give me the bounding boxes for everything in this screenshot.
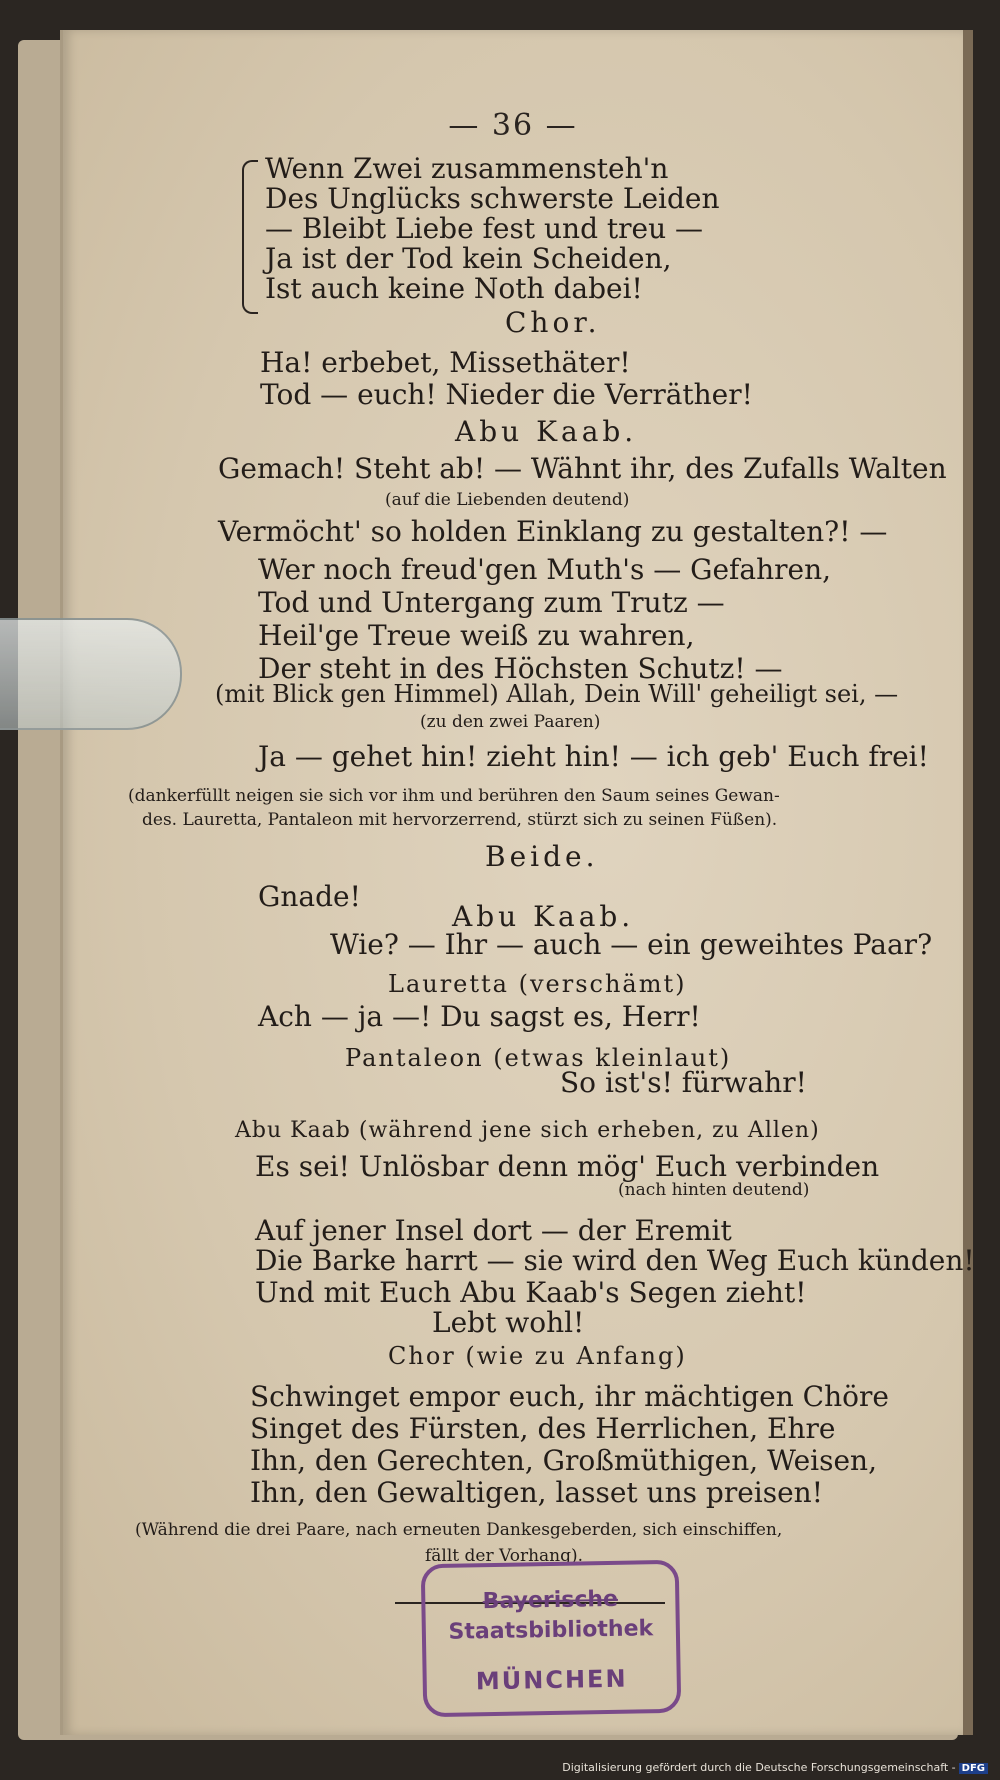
text-line: Auf jener Insel dort — der Eremit [255, 1214, 732, 1247]
text-line: Ihn, den Gewaltigen, lasset uns preisen! [250, 1476, 823, 1509]
digitization-footer [562, 1761, 988, 1774]
text-line: Des Unglücks schwerste Leiden [265, 182, 720, 215]
text-line: — Bleibt Liebe fest und treu — [265, 212, 704, 245]
text-line: Vermöcht' so holden Einklang zu gestalten?! — [218, 515, 888, 548]
speaker-heading: Abu Kaab. [455, 415, 638, 448]
speaker-heading: Abu Kaab (während jene sich erheben, zu Allen) [235, 1118, 820, 1143]
text-line: So ist's! fürwahr! [560, 1066, 807, 1099]
speaker-heading: Beide. [485, 840, 599, 873]
text-line: Tod — euch! Nieder die Verräther! [260, 378, 753, 411]
speaker-heading: Lauretta (verschämt) [388, 970, 687, 998]
text-line: Ist auch keine Noth dabei! [265, 272, 643, 305]
stamp-line-2: Staatsbibliothek [448, 1616, 654, 1645]
verse-bracket [242, 160, 258, 314]
text-line: Wer noch freud'gen Muth's — Gefahren, [258, 553, 832, 586]
text-line: Lebt wohl! [432, 1306, 585, 1339]
text-line: Ach — ja —! Du sagst es, Herr! [258, 1000, 701, 1033]
speaker-heading: Chor. [505, 306, 601, 339]
text-line: Ja ist der Tod kein Scheiden, [265, 242, 672, 275]
text-line: Schwinget empor euch, ihr mächtigen Chöre [250, 1380, 889, 1413]
library-stamp [421, 1560, 682, 1717]
dfg-logo: DFG [959, 1763, 988, 1774]
text-line: Es sei! Unlösbar denn mög' Euch verbinden [255, 1150, 880, 1183]
speaker-heading: Chor (wie zu Anfang) [388, 1342, 687, 1370]
text-line-with-direction: (mit Blick gen Himmel) Allah, Dein Will' geheiligt sei, — [215, 680, 899, 708]
stage-direction: (Während die drei Paare, nach erneuten Dankesgeberden, sich einschiffen, [135, 1520, 783, 1540]
stage-direction: (zu den zwei Paaren) [420, 712, 601, 732]
text-line: Gemach! Steht ab! — Wähnt ihr, des Zufalls Walten [218, 452, 947, 485]
text-line: Heil'ge Treue weiß zu wahren, [258, 619, 695, 652]
text-line: Ha! erbebet, Missethäter! [260, 346, 631, 379]
text-line: Singet des Fürsten, des Herrlichen, Ehre [250, 1412, 836, 1445]
speaker-heading: Abu Kaab. [452, 900, 635, 933]
stage-direction: des. Lauretta, Pantaleon mit hervorzerrend, stürzt sich zu seinen Füßen). [142, 810, 778, 830]
text-line: Ihn, den Gerechten, Großmüthigen, Weisen, [250, 1444, 877, 1477]
bookmark-clip [0, 618, 182, 730]
text-line: Und mit Euch Abu Kaab's Segen zieht! [255, 1276, 807, 1309]
stamp-line-3: MÜNCHEN [475, 1664, 628, 1696]
page-number: — 36 — [448, 108, 578, 143]
footer-text: Digitalisierung gefördert durch die Deutsche Forschungsgemeinschaft - [562, 1761, 956, 1774]
stage-direction: (nach hinten deutend) [618, 1180, 810, 1200]
text-line: Gnade! [258, 880, 361, 913]
text-line: Der steht in des Höchsten Schutz! — [258, 652, 783, 685]
text-line: Wie? — Ihr — auch — ein geweihtes Paar? [330, 928, 933, 961]
text-line: Tod und Untergang zum Trutz — [258, 586, 725, 619]
stamp-line-1: Bayerische [482, 1586, 619, 1615]
text-line: Ja — gehet hin! zieht hin! — ich geb' Euch frei! [258, 740, 929, 773]
text-line: Die Barke harrt — sie wird den Weg Euch künden! [255, 1244, 975, 1277]
stage-direction: (dankerfüllt neigen sie sich vor ihm und berühren den Saum seines Gewan- [128, 786, 780, 806]
text-line: Wenn Zwei zusammensteh'n [265, 152, 669, 185]
speaker-heading: Pantaleon (etwas kleinlaut) [345, 1044, 732, 1072]
stage-direction: (auf die Liebenden deutend) [385, 490, 630, 510]
stage-direction: fällt der Vorhang). [425, 1546, 584, 1566]
